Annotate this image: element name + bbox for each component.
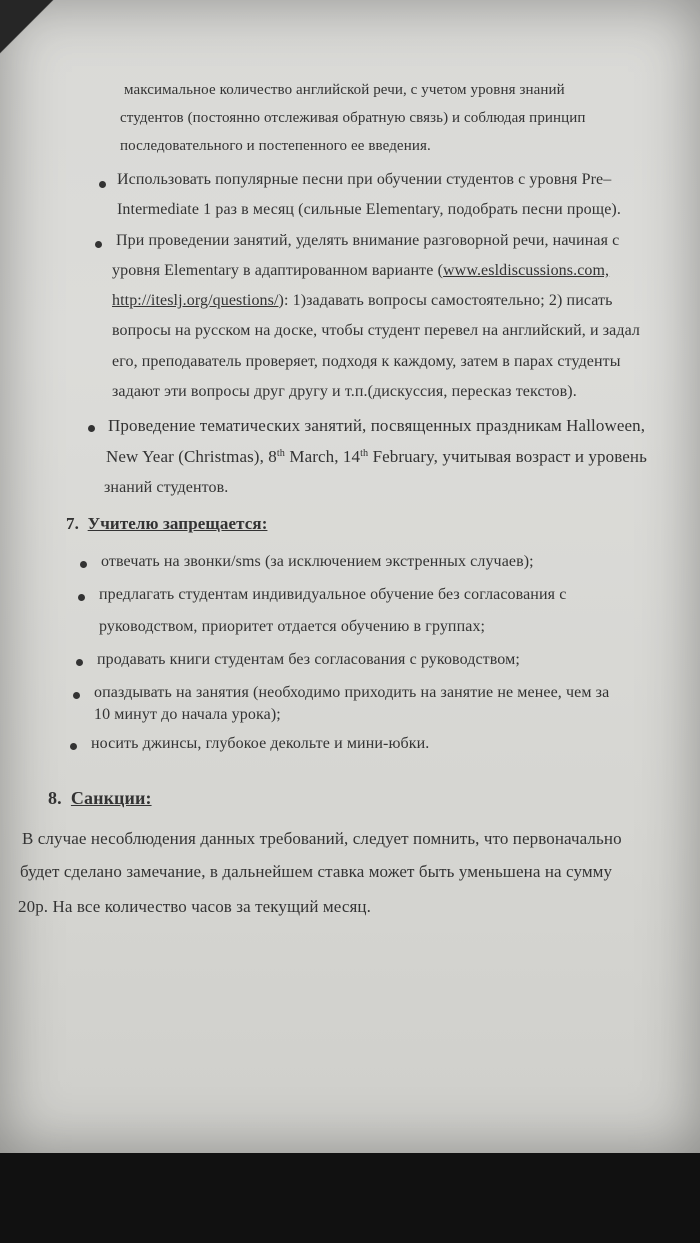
speaking-line-1: При проведении занятий, уделять внимание разговорной речи, начиная с (116, 232, 620, 249)
esldiscussions-link[interactable]: www.esldiscussions.com, (443, 262, 610, 279)
bullet-icon (73, 692, 80, 699)
forbidden-item-4b: 10 минут до начала урока); (94, 706, 281, 723)
bullet-icon (88, 425, 95, 432)
speaking-line-2-text: уровня Elementary в адаптированном варианте ( (112, 262, 444, 279)
section-8-title: Санкции: (70, 788, 152, 808)
events-line-3: знаний студентов. (104, 479, 229, 496)
bullet-icon (80, 561, 87, 568)
events-sup-1: th (276, 447, 285, 459)
speaking-line-6: задают эти вопросы друг другу и т.п.(дискуссия, пересказ текстов). (112, 383, 577, 400)
forbidden-item-4a: опаздывать на занятия (необходимо приходить на занятие не менее, чем за (94, 684, 610, 701)
sanctions-line-3: 20р. На все количество часов за текущий месяц. (18, 897, 371, 916)
speaking-line-5: его, преподаватель проверяет, подходя к каждому, затем в парах студенты (112, 353, 621, 370)
bullet-icon (76, 659, 83, 666)
events-line-2-b: March, 14 (285, 447, 361, 466)
page-corner-shadow (0, 0, 90, 60)
iteslj-link[interactable]: http://iteslj.org/questions/ (112, 292, 279, 309)
events-sup-2: th (360, 447, 369, 459)
intro-line-2: студентов (постоянно отслеживая обратную связь) и соблюдая принцип (120, 110, 586, 126)
speaking-line-4: вопросы на русском на доске, чтобы студент перевел на английский, и задал (112, 322, 641, 339)
section-8-heading (48, 788, 152, 809)
bullet-icon (70, 743, 77, 750)
sanctions-line-1: В случае несоблюдения данных требований, следует помнить, что первоначально (22, 829, 622, 848)
events-line-1: Проведение тематических занятий, посвященных праздникам Halloween, (108, 416, 646, 435)
forbidden-item-1: отвечать на звонки/sms (за исключением экстренных случаев); (101, 553, 534, 570)
events-line-2-a: New Year (Christmas), 8 (106, 447, 277, 466)
bullet-icon (95, 241, 102, 248)
events-line-2-c: February, учитывая возраст и уровень (368, 447, 647, 466)
forbidden-item-2a: предлагать студентам индивидуальное обучение без согласования с (99, 586, 567, 603)
speaking-line-2 (112, 262, 609, 280)
section-7-heading (66, 514, 267, 534)
intro-line-1: максимальное количество английской речи, с учетом уровня знаний (124, 82, 565, 98)
forbidden-item-5: носить джинсы, глубокое декольте и мини-юбки. (91, 735, 430, 752)
forbidden-item-2b: руководством, приоритет отдается обучению в группах; (99, 618, 486, 635)
bullet-icon (99, 181, 106, 188)
forbidden-item-3: продавать книги студентам без согласования с руководством; (97, 651, 520, 668)
section-8-number: 8. (48, 788, 62, 808)
events-line-2 (106, 447, 647, 467)
speaking-line-3 (112, 292, 613, 310)
section-7-title: Учителю запрещается: (87, 514, 268, 533)
sanctions-line-2: будет сделано замечание, в дальнейшем ставка может быть уменьшена на сумму (20, 862, 613, 881)
bullet-icon (78, 594, 85, 601)
intro-line-3: последовательного и постепенного ее введения. (120, 138, 431, 154)
songs-line-2: Intermediate 1 раз в месяц (сильные Elementary, подобрать песни проще). (117, 201, 621, 218)
dark-background (0, 1153, 700, 1243)
speaking-line-3-text: ): 1)задавать вопросы самостоятельно; 2) писать (278, 292, 613, 309)
songs-line-1: Использовать популярные песни при обучении студентов с уровня Pre– (117, 171, 612, 188)
section-7-number: 7. (66, 514, 79, 533)
